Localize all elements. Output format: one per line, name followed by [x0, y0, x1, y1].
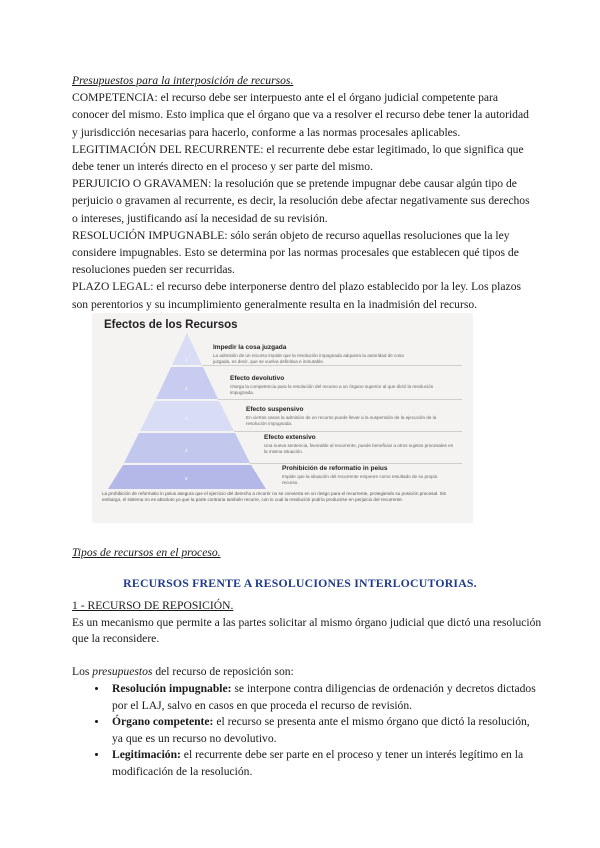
paragraph-presupuestos-intro: Los presupuestos del recurso de reposición son: [72, 665, 294, 679]
tier-title: Impedir la cosa juzgada [213, 344, 287, 351]
paragraph-legitimacion: LEGITIMACIÓN DEL RECURRENTE: el recurrente debe estar legitimado, lo que significa que debe tener un interés directo en el proceso y ser parte del mismo. [72, 142, 524, 174]
list-item: • Órgano competente: el recurso se presenta ante el mismo órgano que dictó la resolución, ya que es un recurso no devolutivo. [108, 714, 542, 747]
paragraph-plazo-legal: PLAZO LEGAL: el recurso debe interponerse dentro del plazo establecido por la ley. Los plazos son perentorios y su incumplimiento generalmente resulta en la inadmisión del recurso. [72, 280, 521, 311]
paragraph-resolucion-impugnable: RESOLUCIÓN IMPUGNABLE: sólo serán objeto de recurso aquellas resoluciones que la ley considere impugnables. Esto se determina por las normas procesales que establecen qué tipos de resoluciones pueden ser recurridas. [72, 228, 519, 277]
infographic-footer: La prohibición de reformatio in peius asegura que el ejercicio del derecho a recurrir no se convierta en un riesgo para el recurrente, protegiendo su posición procesal. Sin embargo, el sistema no es absoluto ya que la parte contraria también recurre, con lo cual la resolución podría producirse en perjuicio del recurrente. [102, 491, 447, 502]
presupuestos-list [72, 681, 542, 781]
tier-divider [250, 463, 462, 464]
tier-title: Efecto extensivo [264, 434, 316, 441]
tier-divider [218, 399, 462, 400]
tier-description: Impide que la situación del recurrente empeore como resultado de su propio recurso. [282, 474, 438, 485]
tier-number: 3 [185, 416, 188, 421]
effects-infographic [92, 313, 473, 523]
tier-description: En ciertos casos la admisión de un recurso puede llevar a la suspensión de la ejecución de la resolución impugnada. [246, 415, 437, 426]
tier-divider [202, 365, 462, 366]
section-tipos [72, 545, 542, 562]
tier-description: La admisión de un recurso impide que la resolución impugnada adquiera la autoridad de cosa juzgada, es decir, que se vuelva definitiva e inmutable. [213, 353, 404, 364]
tier-title: Efecto suspensivo [246, 406, 304, 413]
tier-title: Prohibición de reformatio in peius [282, 465, 388, 472]
paragraph-perjuicio: PERJUICIO O GRAVAMEN: la resolución que se pretende impugnar debe causar algún tipo de perjuicio o gravamen al recurrente, es decir, la resolución debe afectar negativamente sus derechos o intereses, justificando así la necesidad de su revisión. [72, 177, 530, 225]
tier-number: 5 [185, 476, 188, 481]
sub-heading-reposicion: 1 - RECURSO DE REPOSICIÓN. [72, 599, 234, 612]
tier-number: 1 [185, 357, 188, 362]
tier-title: Efecto devolutivo [230, 375, 285, 382]
resoluciones-interlocutorias-title: RECURSOS FRENTE A RESOLUCIONES INTERLOCUTORIAS. [123, 576, 477, 590]
paragraph-reposicion-intro: Es un mecanismo que permite a las partes solicitar al mismo órgano judicial que dictó una resolución que la reconsidere. [72, 615, 542, 646]
section-heading-tipos: Tipos de recursos en el proceso. [72, 546, 221, 559]
tier-number: 2 [185, 386, 188, 391]
section-reposicion [72, 598, 542, 781]
document-body [72, 72, 532, 313]
infographic-title: Efectos de los Recursos [104, 319, 238, 331]
tier-divider [234, 431, 462, 432]
section-heading-presupuestos: Presupuestos para la interposición de recursos. [72, 74, 294, 87]
tier-number: 4 [185, 448, 188, 453]
tier-description: Una nueva sentencia, favorable al recurrente, puede beneficiar a otros sujetos procesales en la misma situación. [264, 443, 454, 454]
spacer [72, 648, 542, 665]
pyramid-tier-2 [156, 367, 218, 399]
paragraph-competencia: COMPETENCIA: el recurso debe ser interpuesto ante el el órgano judicial competente para conocer del mismo. Esto implica que el órgano que va a resolver el recurso debe tener la autoridad y jurisdicción necesarias para hacerlo, conforme a las normas procesales aplicables. [72, 91, 529, 139]
list-item: • Resolución impugnable: se interpone contra diligencias de ordenación y decretos dictados por el LAJ, salvo en casos en que proceda el recurso de revisión. [108, 681, 542, 714]
list-item: • Legitimación: el recurrente debe ser parte en el proceso y tener un interés legítimo en la modificación de la resolución. [108, 747, 542, 780]
tier-description: Otorga la competencia para la resolución del recurso a un órgano superior al que dictó la resolución impugnada. [230, 384, 434, 395]
